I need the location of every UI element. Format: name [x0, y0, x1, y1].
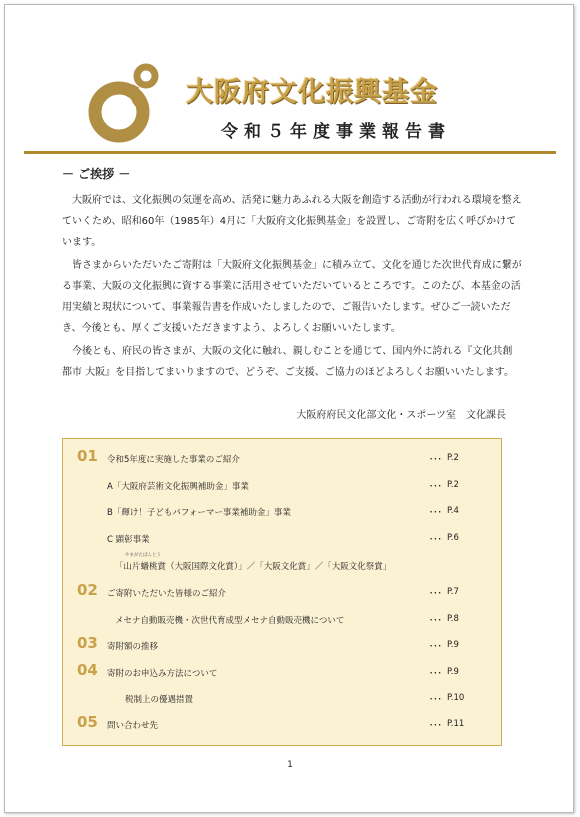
toc-item[interactable]	[63, 530, 501, 550]
toc-leader: ･･･	[429, 642, 442, 652]
foundation-logo-icon	[86, 62, 166, 146]
toc-item[interactable]	[63, 581, 501, 604]
toc-section-number: 05	[77, 713, 98, 731]
toc-ruby: やまがたばんとう	[125, 553, 161, 558]
toc-section-number: 03	[77, 634, 98, 652]
toc-item-title: 寄附のお申込み方法について	[107, 669, 218, 679]
toc-item[interactable]	[63, 713, 501, 736]
toc-item-title: ご寄附いただいた皆様のご紹介	[107, 589, 227, 599]
toc-item-title: 寄附額の推移	[107, 642, 159, 652]
toc-section-number: 02	[77, 581, 98, 599]
toc-item-title: メセナ自動販売機・次世代育成型メセナ自動販売機について	[115, 616, 345, 626]
toc-item-title: 「山片蟠桃賞（大阪国際文化賞）」／「大阪文化賞」／「大阪文化祭賞」	[115, 562, 392, 572]
toc-leader: ･･･	[429, 669, 442, 679]
toc-item[interactable]	[63, 661, 501, 684]
header-divider	[24, 151, 556, 154]
toc-leader: ･･･	[429, 455, 442, 465]
toc-page: P.8	[447, 614, 459, 624]
toc-page: P.11	[447, 719, 465, 729]
toc-item[interactable]	[63, 634, 501, 657]
toc-leader: ･･･	[429, 616, 442, 626]
toc-page: P.9	[447, 640, 459, 650]
toc-page: P.10	[447, 693, 465, 703]
toc-section-number: 01	[77, 447, 98, 465]
toc-page: P.9	[447, 667, 459, 677]
toc-item-title: 問い合わせ先	[107, 721, 159, 731]
toc-item[interactable]	[63, 503, 501, 523]
toc-page: P.2	[447, 480, 459, 490]
greeting-heading: － ご挨拶 －	[62, 167, 131, 181]
toc-leader: ･･･	[429, 508, 442, 518]
page-number: 1	[287, 760, 293, 770]
toc-item-title: A「大阪府芸術文化振興補助金」事業	[107, 482, 249, 492]
toc-item-title: 令和5年度に実施した事業のご紹介	[107, 455, 240, 465]
toc-item-title: B「輝け！子どもパフォーマー事業補助金」事業	[107, 508, 291, 518]
toc-leader: ･･･	[429, 589, 442, 599]
toc-item	[63, 553, 501, 577]
greeting-paragraph-3: 今後とも、府民の皆さまが、大阪の文化に触れ、親しむことを通じて、国内外に誇れる『文化共創都市 大阪』を目指してまいりますので、どうぞ、ご支援、ご協力のほどよろしくお願いいたします。	[62, 346, 514, 378]
greeting-paragraph-1: 大阪府では、文化振興の気運を高め、活発に魅力あふれる大阪を創造する活動が行われる環境を整えていくため、昭和60年（1985年）4月に「大阪府文化振興基金」を設置し、ご寄附を広く呼びかけています。	[62, 195, 522, 248]
toc-leader: ･･･	[429, 695, 442, 705]
toc-item-title: C 顕彰事業	[107, 535, 150, 545]
toc-leader: ･･･	[429, 721, 442, 731]
toc-item[interactable]	[63, 447, 501, 470]
report-title: 令和５年度事業報告書	[221, 122, 451, 142]
greeting-paragraph-2: 皆さまからいただいたご寄附は「大阪府文化振興基金」に積み立て、文化を通じた次世代育成に繋がる事業、大阪の文化振興に資する事業に活用させていただいているところです。このたび、本基金の活用実績と現状について、事業報告書を作成いたしましたので、ご報告いたします。ぜひご一読いただき、今後とも、厚くご支援いただきますよう、よろしくお願いいたします。	[62, 260, 522, 334]
toc-leader: ･･･	[429, 482, 442, 492]
signature: 大阪府府民文化部文化・スポーツ室 文化課長	[296, 410, 506, 421]
toc-page: P.2	[447, 453, 459, 463]
toc-leader: ･･･	[429, 535, 442, 545]
toc-page: P.7	[447, 587, 459, 597]
toc-item[interactable]	[63, 477, 501, 497]
toc-item[interactable]	[63, 690, 501, 710]
toc-page: P.4	[447, 506, 459, 516]
table-of-contents	[62, 438, 502, 746]
toc-item[interactable]	[63, 611, 501, 631]
toc-item-title: 税制上の優遇措置	[125, 695, 194, 705]
organization-name: 大阪府文化振興基金	[186, 77, 438, 108]
toc-section-number: 04	[77, 661, 98, 679]
toc-page: P.6	[447, 533, 459, 543]
